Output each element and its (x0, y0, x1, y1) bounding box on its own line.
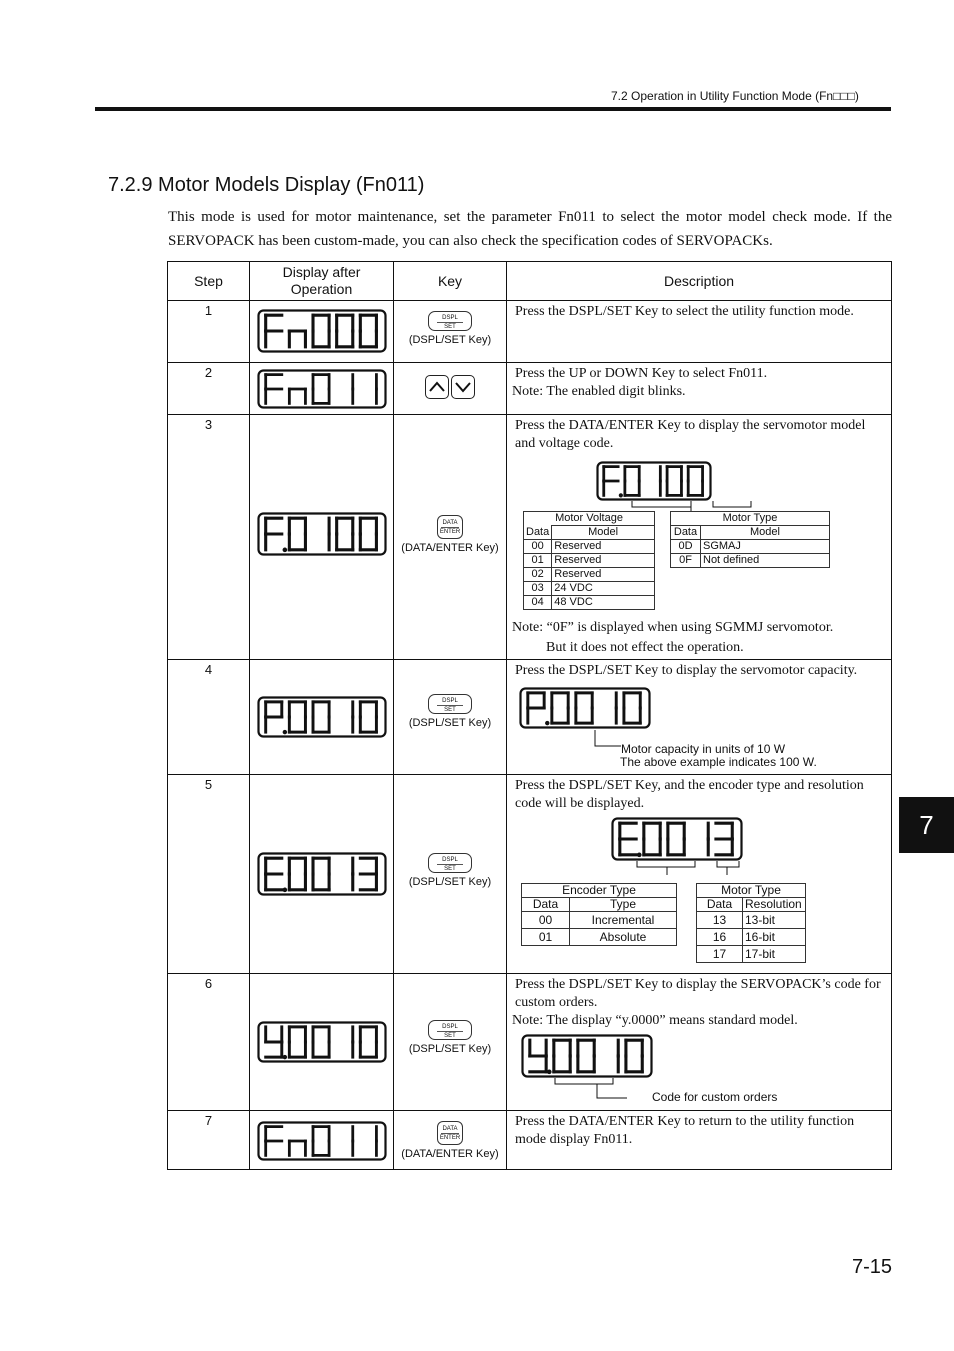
step-number: 3 (168, 415, 250, 660)
voltage-col-data: Data (524, 526, 552, 540)
data-enter-key[interactable]: DATA ENTER (437, 1121, 463, 1145)
table-row (168, 415, 892, 660)
step-description: Press the UP or DOWN Key to select Fn011. (515, 366, 768, 381)
lcd-display (257, 1121, 387, 1161)
table-row (168, 775, 892, 974)
encoder-table-title: Encoder Type (522, 884, 677, 898)
up-key[interactable] (425, 375, 449, 399)
header-key: Key (394, 262, 507, 301)
table-header-row (168, 262, 892, 301)
step-description: Press the DSPL/SET Key to display the SERVOPACK’s code for custom orders. (515, 977, 881, 1010)
voltage-table (523, 511, 655, 610)
step-description: Press the DSPL/SET Key to select the utility function mode. (515, 304, 854, 319)
encoder-col-data: Data (522, 898, 570, 912)
custom-callout: Code for custom orders (652, 1090, 778, 1104)
voltage-row: 03 24 VDC (524, 582, 655, 596)
lcd-display (257, 369, 387, 409)
running-header: 7.2 Operation in Utility Function Mode (Fn□□□) (611, 89, 859, 103)
encoder-row: 00 Incremental (522, 912, 677, 929)
voltage-table-title: Motor Voltage (524, 512, 655, 526)
lcd-display (257, 309, 387, 353)
table-row (168, 1111, 892, 1170)
voltage-row: 02 Reserved (524, 568, 655, 582)
voltage-row: 00 Reserved (524, 540, 655, 554)
lcd-decimal-point (545, 721, 549, 725)
table-row (168, 301, 892, 363)
step-note: Note: The enabled digit blinks. (512, 384, 686, 399)
callout-bracket (607, 861, 807, 881)
resolution-row: 13 13-bit (697, 912, 806, 929)
voltage-row: 01 Reserved (524, 554, 655, 568)
motor-type-row: 0F Not defined (671, 554, 830, 568)
step-description: Press the DATA/ENTER Key to return to the utility function mode display Fn011. (515, 1114, 855, 1147)
header-step: Step (168, 262, 250, 301)
table-row (168, 660, 892, 775)
dspl-set-key[interactable]: DSPL SET (428, 694, 472, 714)
page-number: 7-15 (852, 1256, 893, 1278)
lcd-display-example (596, 461, 712, 501)
chevron-down-icon (452, 376, 474, 398)
voltage-col-model: Model (552, 526, 655, 540)
encoder-col-type: Type (570, 898, 677, 912)
step-description: Press the DATA/ENTER Key to display the servomotor model and voltage code. (515, 418, 866, 451)
table-row (168, 363, 892, 415)
lcd-decimal-point (637, 853, 642, 858)
lcd-display-example (519, 687, 651, 729)
motor-type-table (670, 511, 830, 568)
lcd-decimal-point (619, 493, 623, 497)
motor-type-col-model: Model (701, 526, 830, 540)
lcd-display (257, 1021, 387, 1063)
intro-paragraph: This mode is used for motor maintenance, set the parameter Fn011 to select the motor model check mode. If the SERVOPACK has been custom-made, you can also check the specification codes of SERVOPACKs. (168, 209, 892, 249)
resolution-table-title: Motor Type (697, 884, 806, 898)
header-rule (95, 107, 891, 111)
resolution-row: 16 16-bit (697, 929, 806, 946)
step-number: 4 (168, 660, 250, 775)
dspl-set-key[interactable]: DSPL SET (428, 311, 472, 331)
operation-table (167, 261, 892, 1170)
motor-type-col-data: Data (671, 526, 701, 540)
resolution-col-res: Resolution (743, 898, 806, 912)
key-label: (DATA/ENTER Key) (401, 542, 499, 554)
lcd-decimal-point (547, 1070, 552, 1075)
capacity-callout: Motor capacity in units of 10 W The above example indicates 100 W. (620, 742, 817, 769)
lcd-display (257, 512, 387, 556)
step-note: Note: The display “y.0000” means standard model. (512, 1013, 798, 1028)
step-number: 7 (168, 1111, 250, 1170)
key-label: (DSPL/SET Key) (408, 876, 492, 888)
encoder-row: 01 Absolute (522, 929, 677, 946)
lcd-display (257, 852, 387, 896)
motor-type-row: 0D SGMAJ (671, 540, 830, 554)
chapter-tab: 7 (899, 797, 954, 853)
key-label: (DSPL/SET Key) (408, 1043, 492, 1055)
lcd-decimal-point (282, 1055, 286, 1059)
voltage-row: 04 48 VDC (524, 596, 655, 610)
dspl-set-key[interactable]: DSPL SET (428, 853, 472, 873)
step-note: Note: “0F” is displayed when using SGMMJ servomotor. (512, 620, 834, 635)
down-key[interactable] (451, 375, 475, 399)
section-title: 7.2.9 Motor Models Display (Fn011) (108, 174, 425, 196)
step-description: Press the DSPL/SET Key to display the servomotor capacity. (515, 663, 858, 678)
lcd-display-example (521, 1034, 653, 1078)
key-label: (DATA/ENTER Key) (401, 1148, 499, 1160)
chevron-up-icon (426, 376, 448, 398)
resolution-row: 17 17-bit (697, 946, 806, 963)
callout-bracket (547, 1078, 627, 1108)
lcd-display (257, 696, 387, 738)
header-description: Description (507, 262, 892, 301)
key-label: (DSPL/SET Key) (408, 717, 492, 729)
lcd-display-example (611, 817, 743, 861)
lcd-decimal-point (282, 730, 286, 734)
table-row (168, 974, 892, 1111)
motor-type-title: Motor Type (671, 512, 830, 526)
lcd-decimal-point (282, 888, 287, 893)
data-enter-key[interactable]: DATA ENTER (437, 515, 463, 539)
step-note-continued: But it does not effect the operation. (546, 640, 744, 655)
encoder-table (521, 883, 677, 946)
resolution-table (696, 883, 806, 963)
dspl-set-key[interactable]: DSPL SET (428, 1020, 472, 1040)
step-number: 5 (168, 775, 250, 974)
step-description: Press the DSPL/SET Key, and the encoder type and resolution code will be displayed. (515, 778, 864, 811)
step-number: 2 (168, 363, 250, 415)
header-display: Display after Operation (250, 262, 394, 301)
step-number: 1 (168, 301, 250, 363)
key-label: (DSPL/SET Key) (408, 334, 492, 346)
resolution-col-data: Data (697, 898, 743, 912)
step-number: 6 (168, 974, 250, 1111)
lcd-decimal-point (282, 548, 287, 553)
